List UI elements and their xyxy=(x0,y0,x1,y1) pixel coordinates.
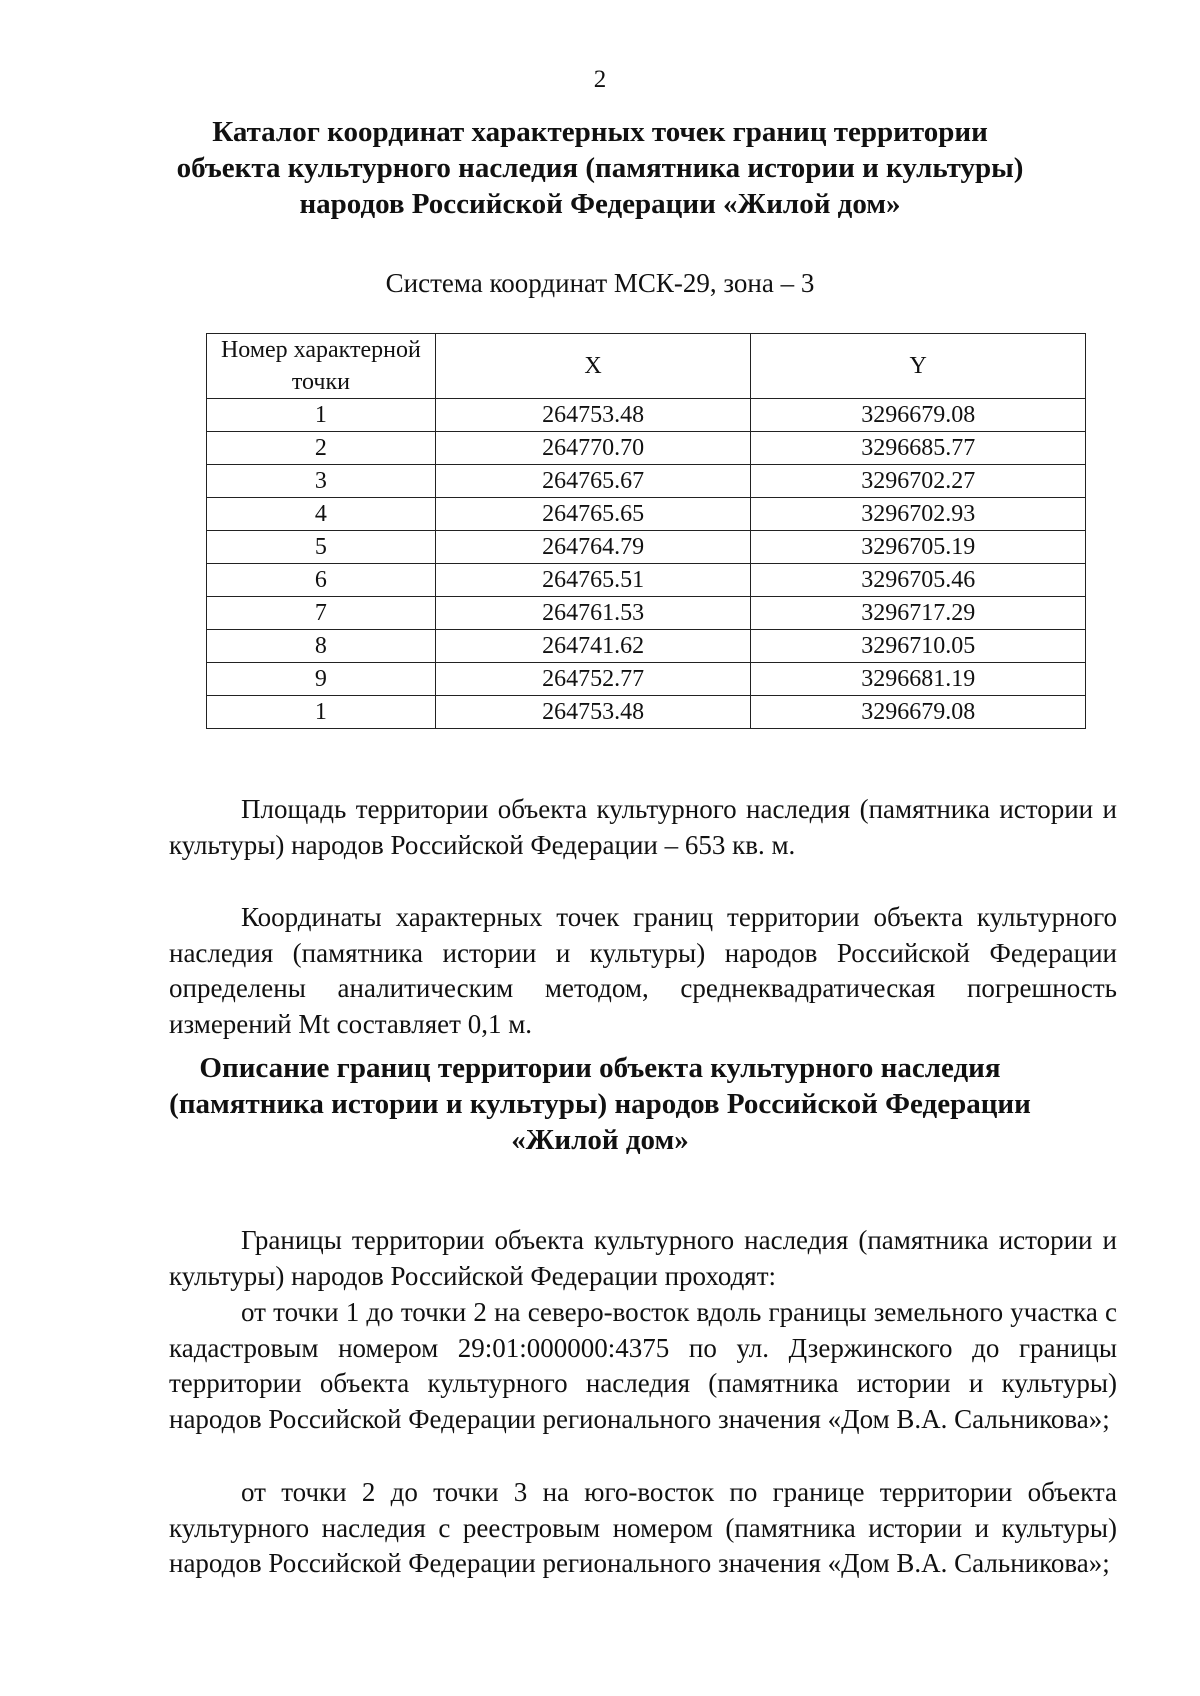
cell-y: 3296702.93 xyxy=(751,498,1086,531)
cell-y: 3296679.08 xyxy=(751,696,1086,729)
description-title-line: «Жилой дом» xyxy=(511,1124,689,1156)
header-x: X xyxy=(435,334,751,399)
description-title-line: (памятника истории и культуры) народов Российской Федерации xyxy=(169,1088,1031,1120)
cell-y: 3296705.46 xyxy=(751,564,1086,597)
table-row xyxy=(207,399,1086,432)
boundary-segment-paragraph: от точки 1 до точки 2 на северо-восток вдоль границы земельного участка с кадастровым номером 29:01:000000:4375 по ул. Дзержинского до границы территории объекта культурного наследия (памятника истории и культуры) народов Российской Федерации регионального значения «Дом В.А. Сальникова»; xyxy=(169,1297,1117,1434)
cell-x: 264765.65 xyxy=(435,498,751,531)
cell-y: 3296705.19 xyxy=(751,531,1086,564)
cell-point: 3 xyxy=(207,465,436,498)
cell-y: 3296681.19 xyxy=(751,663,1086,696)
cell-x: 264753.48 xyxy=(435,696,751,729)
cell-x: 264752.77 xyxy=(435,663,751,696)
catalog-title xyxy=(160,114,1040,222)
boundary-segment-paragraph: от точки 2 до точки 3 на юго-восток по границе территории объекта культурного наследия с реестровым номером (памятника истории и культуры) народов Российской Федерации регионального значения «Дом В.А. Сальникова»; xyxy=(169,1477,1117,1578)
cell-point: 5 xyxy=(207,531,436,564)
catalog-title-line: Каталог координат характерных точек границ территории xyxy=(212,116,988,148)
cell-point: 9 xyxy=(207,663,436,696)
cell-y: 3296679.08 xyxy=(751,399,1086,432)
cell-y: 3296717.29 xyxy=(751,597,1086,630)
table-row xyxy=(207,432,1086,465)
cell-point: 4 xyxy=(207,498,436,531)
cell-point: 1 xyxy=(207,696,436,729)
table-row xyxy=(207,663,1086,696)
cell-point: 7 xyxy=(207,597,436,630)
boundaries-intro-paragraph: Границы территории объекта культурного наследия (памятника истории и культуры) народов Российской Федерации проходят: xyxy=(169,1225,1117,1291)
cell-x: 264761.53 xyxy=(435,597,751,630)
cell-y: 3296710.05 xyxy=(751,630,1086,663)
cell-point: 1 xyxy=(207,399,436,432)
header-y: Y xyxy=(751,334,1086,399)
cell-x: 264753.48 xyxy=(435,399,751,432)
cell-x: 264765.51 xyxy=(435,564,751,597)
table-row xyxy=(207,498,1086,531)
method-paragraph: Координаты характерных точек границ территории объекта культурного наследия (памятника истории и культуры) народов Российской Федерации определены аналитическим методом, среднеквадратическая погрешность измерений Mt составляет 0,1 м. xyxy=(169,902,1117,1039)
table-row xyxy=(207,564,1086,597)
header-point-number: Номер характерной точки xyxy=(207,334,436,399)
cell-point: 2 xyxy=(207,432,436,465)
cell-x: 264764.79 xyxy=(435,531,751,564)
catalog-title-line: объекта культурного наследия (памятника истории и культуры) xyxy=(176,152,1024,184)
cell-y: 3296685.77 xyxy=(751,432,1086,465)
cell-point: 8 xyxy=(207,630,436,663)
cell-y: 3296702.27 xyxy=(751,465,1086,498)
coordinate-system-label: Система координат МСК-29, зона – 3 xyxy=(385,268,815,298)
description-title-line: Описание границ территории объекта культурного наследия xyxy=(199,1052,1001,1084)
page-number: 2 xyxy=(593,66,607,93)
description-title xyxy=(160,1050,1040,1158)
coordinates-table xyxy=(206,333,1086,729)
cell-x: 264741.62 xyxy=(435,630,751,663)
table-header-row xyxy=(207,334,1086,399)
area-paragraph: Площадь территории объекта культурного наследия (памятника истории и культуры) народов Российской Федерации – 653 кв. м. xyxy=(169,794,1117,860)
catalog-title-line: народов Российской Федерации «Жилой дом» xyxy=(299,188,901,220)
table-row xyxy=(207,696,1086,729)
table-row xyxy=(207,465,1086,498)
cell-point: 6 xyxy=(207,564,436,597)
cell-x: 264770.70 xyxy=(435,432,751,465)
table-row xyxy=(207,531,1086,564)
table-row xyxy=(207,597,1086,630)
cell-x: 264765.67 xyxy=(435,465,751,498)
table-row xyxy=(207,630,1086,663)
